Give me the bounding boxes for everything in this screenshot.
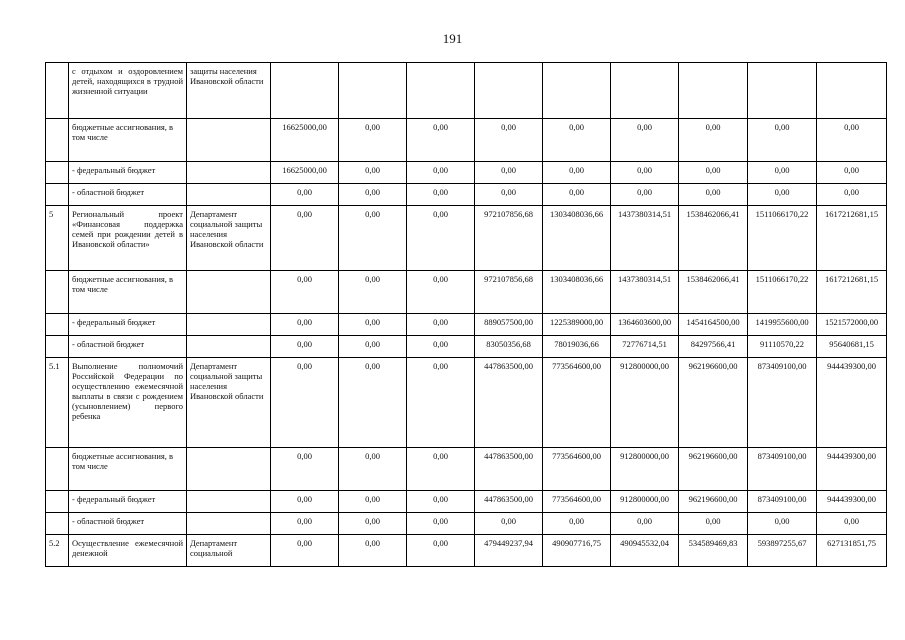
row-number-cell: 5 (46, 206, 69, 271)
responsible-org-cell (187, 448, 271, 491)
amount-cell: 0,00 (611, 513, 679, 535)
amount-cell: 84297566,41 (679, 336, 748, 358)
funding-source-row (46, 491, 887, 513)
amount-cell: 1538462066,41 (679, 271, 748, 314)
responsible-org-cell: Департамент социальной защиты населения Ивановской области (187, 358, 271, 448)
amount-cell: 972107856,68 (475, 206, 543, 271)
amount-cell: 873409100,00 (748, 491, 817, 513)
funding-source-cell: - областной бюджет (69, 336, 187, 358)
amount-cell: 0,00 (271, 535, 339, 567)
amount-cell: 1511066170,22 (748, 206, 817, 271)
amount-cell: 912800000,00 (611, 491, 679, 513)
amount-cell: 0,00 (407, 491, 475, 513)
amount-cell: 627131851,75 (817, 535, 887, 567)
responsible-org-cell (187, 314, 271, 336)
amount-cell: 0,00 (407, 535, 475, 567)
amount-cell: 0,00 (339, 206, 407, 271)
funding-source-cell: - областной бюджет (69, 513, 187, 535)
responsible-org-cell: Департамент социальной защиты населения Ивановской области (187, 206, 271, 271)
amount-cell: 0,00 (611, 184, 679, 206)
program-item-row (46, 63, 887, 119)
amount-cell: 1511066170,22 (748, 271, 817, 314)
amount-cell: 0,00 (679, 119, 748, 162)
amount-cell: 0,00 (817, 184, 887, 206)
amount-cell: 0,00 (339, 535, 407, 567)
amount-cell: 1364603600,00 (611, 314, 679, 336)
amount-cell: 0,00 (407, 314, 475, 336)
amount-cell: 0,00 (407, 184, 475, 206)
amount-cell: 0,00 (407, 162, 475, 184)
amount-cell: 0,00 (271, 271, 339, 314)
amount-cell (271, 63, 339, 119)
amount-cell: 873409100,00 (748, 448, 817, 491)
funding-source-cell: бюджетные ассигнования, в том числе (69, 271, 187, 314)
amount-cell: 0,00 (679, 162, 748, 184)
funding-source-row (46, 271, 887, 314)
row-number-cell (46, 184, 69, 206)
amount-cell: 1617212681,15 (817, 206, 887, 271)
amount-cell: 912800000,00 (611, 448, 679, 491)
program-item-row (46, 535, 887, 567)
amount-cell (339, 63, 407, 119)
amount-cell: 0,00 (748, 119, 817, 162)
funding-source-row (46, 336, 887, 358)
amount-cell: 78019036,66 (543, 336, 611, 358)
row-number-cell (46, 119, 69, 162)
amount-cell: 447863500,00 (475, 491, 543, 513)
amount-cell: 1454164500,00 (679, 314, 748, 336)
funding-source-cell: бюджетные ассигнования, в том числе (69, 448, 187, 491)
amount-cell: 773564600,00 (543, 448, 611, 491)
amount-cell: 0,00 (679, 513, 748, 535)
row-number-cell (46, 63, 69, 119)
amount-cell: 0,00 (748, 184, 817, 206)
responsible-org-cell (187, 271, 271, 314)
amount-cell: 0,00 (407, 119, 475, 162)
amount-cell: 1437380314,51 (611, 271, 679, 314)
budget-table (45, 62, 887, 567)
amount-cell: 0,00 (339, 358, 407, 448)
amount-cell: 0,00 (543, 162, 611, 184)
funding-source-row (46, 184, 887, 206)
funding-source-cell: - областной бюджет (69, 184, 187, 206)
row-number-cell (46, 513, 69, 535)
amount-cell: 1521572000,00 (817, 314, 887, 336)
funding-source-row (46, 119, 887, 162)
amount-cell: 0,00 (339, 448, 407, 491)
amount-cell: 0,00 (543, 119, 611, 162)
amount-cell: 1437380314,51 (611, 206, 679, 271)
amount-cell (407, 63, 475, 119)
responsible-org-cell: Департамент социальной (187, 535, 271, 567)
amount-cell: 0,00 (407, 206, 475, 271)
amount-cell: 0,00 (475, 513, 543, 535)
amount-cell: 0,00 (748, 513, 817, 535)
responsible-org-cell (187, 336, 271, 358)
amount-cell: 0,00 (748, 162, 817, 184)
amount-cell: 962196600,00 (679, 448, 748, 491)
amount-cell: 1538462066,41 (679, 206, 748, 271)
row-number-cell (46, 491, 69, 513)
amount-cell: 912800000,00 (611, 358, 679, 448)
amount-cell: 0,00 (611, 119, 679, 162)
amount-cell: 944439300,00 (817, 358, 887, 448)
funding-source-cell: - федеральный бюджет (69, 314, 187, 336)
amount-cell: 534589469,83 (679, 535, 748, 567)
amount-cell: 95640681,15 (817, 336, 887, 358)
responsible-org-cell (187, 184, 271, 206)
responsible-org-cell (187, 119, 271, 162)
amount-cell: 593897255,67 (748, 535, 817, 567)
amount-cell: 889057500,00 (475, 314, 543, 336)
row-number-cell (46, 271, 69, 314)
amount-cell: 0,00 (679, 184, 748, 206)
amount-cell: 83050356,68 (475, 336, 543, 358)
amount-cell: 0,00 (339, 336, 407, 358)
amount-cell (543, 63, 611, 119)
amount-cell: 0,00 (271, 336, 339, 358)
row-number-cell (46, 162, 69, 184)
amount-cell: 16625000,00 (271, 119, 339, 162)
item-description-cell: Региональный проект «Финансовая поддержка семей при рождении детей в Ивановской области» (69, 206, 187, 271)
amount-cell: 0,00 (543, 184, 611, 206)
amount-cell: 0,00 (339, 513, 407, 535)
amount-cell: 0,00 (475, 119, 543, 162)
amount-cell: 0,00 (339, 491, 407, 513)
item-description-cell: Осуществление ежемесячной денежной (69, 535, 187, 567)
amount-cell: 0,00 (817, 513, 887, 535)
row-number-cell (46, 314, 69, 336)
amount-cell: 0,00 (271, 513, 339, 535)
row-number-cell: 5.2 (46, 535, 69, 567)
amount-cell: 0,00 (271, 314, 339, 336)
amount-cell: 490945532,04 (611, 535, 679, 567)
amount-cell: 1419955600,00 (748, 314, 817, 336)
program-item-row (46, 358, 887, 448)
amount-cell: 0,00 (475, 184, 543, 206)
amount-cell: 0,00 (407, 448, 475, 491)
amount-cell: 16625000,00 (271, 162, 339, 184)
amount-cell (748, 63, 817, 119)
amount-cell (475, 63, 543, 119)
amount-cell: 0,00 (817, 162, 887, 184)
amount-cell: 0,00 (475, 162, 543, 184)
page-number: 191 (442, 31, 463, 46)
amount-cell: 1303408036,66 (543, 206, 611, 271)
item-description-cell: с отдыхом и оздоровлением детей, находящихся в трудной жизненной ситуации (69, 63, 187, 119)
amount-cell (611, 63, 679, 119)
amount-cell: 962196600,00 (679, 491, 748, 513)
amount-cell: 1617212681,15 (817, 271, 887, 314)
amount-cell: 0,00 (407, 358, 475, 448)
amount-cell: 0,00 (407, 336, 475, 358)
amount-cell: 72776714,51 (611, 336, 679, 358)
amount-cell: 944439300,00 (817, 491, 887, 513)
amount-cell: 91110570,22 (748, 336, 817, 358)
funding-source-row (46, 162, 887, 184)
amount-cell: 0,00 (817, 119, 887, 162)
amount-cell: 0,00 (339, 119, 407, 162)
amount-cell: 0,00 (407, 513, 475, 535)
funding-source-row (46, 314, 887, 336)
row-number-cell (46, 448, 69, 491)
responsible-org-cell (187, 513, 271, 535)
amount-cell: 1303408036,66 (543, 271, 611, 314)
amount-cell: 0,00 (339, 314, 407, 336)
amount-cell: 479449237,94 (475, 535, 543, 567)
funding-source-row (46, 448, 887, 491)
amount-cell: 0,00 (543, 513, 611, 535)
amount-cell: 0,00 (271, 184, 339, 206)
row-number-cell: 5.1 (46, 358, 69, 448)
amount-cell: 0,00 (339, 271, 407, 314)
funding-source-cell: - федеральный бюджет (69, 491, 187, 513)
amount-cell: 0,00 (339, 184, 407, 206)
amount-cell: 972107856,68 (475, 271, 543, 314)
responsible-org-cell (187, 491, 271, 513)
amount-cell: 447863500,00 (475, 448, 543, 491)
amount-cell: 0,00 (339, 162, 407, 184)
amount-cell: 0,00 (271, 358, 339, 448)
row-number-cell (46, 336, 69, 358)
item-description-cell: Выполнение полномочий Российской Федерации по осуществлению ежемесячной выплаты в связи с рождением (усыновлением) первого ребенка (69, 358, 187, 448)
program-item-row (46, 206, 887, 271)
funding-source-cell: - федеральный бюджет (69, 162, 187, 184)
amount-cell: 490907716,75 (543, 535, 611, 567)
funding-source-cell: бюджетные ассигнования, в том числе (69, 119, 187, 162)
amount-cell (817, 63, 887, 119)
amount-cell: 773564600,00 (543, 491, 611, 513)
amount-cell: 0,00 (407, 271, 475, 314)
amount-cell: 962196600,00 (679, 358, 748, 448)
amount-cell: 0,00 (271, 448, 339, 491)
amount-cell: 0,00 (611, 162, 679, 184)
amount-cell: 1225389000,00 (543, 314, 611, 336)
amount-cell: 773564600,00 (543, 358, 611, 448)
amount-cell: 944439300,00 (817, 448, 887, 491)
amount-cell: 447863500,00 (475, 358, 543, 448)
responsible-org-cell: защиты населения Ивановской области (187, 63, 271, 119)
amount-cell: 873409100,00 (748, 358, 817, 448)
funding-source-row (46, 513, 887, 535)
responsible-org-cell (187, 162, 271, 184)
amount-cell: 0,00 (271, 206, 339, 271)
amount-cell (679, 63, 748, 119)
amount-cell: 0,00 (271, 491, 339, 513)
